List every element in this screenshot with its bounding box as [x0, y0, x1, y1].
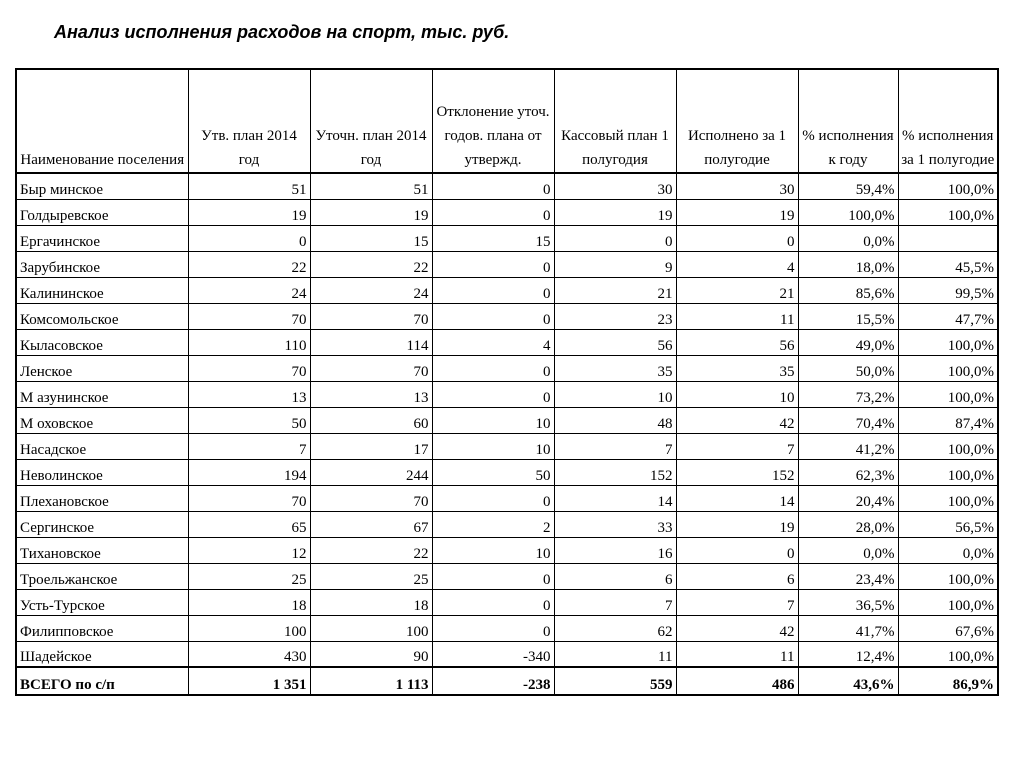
value-cell: 10: [432, 433, 554, 459]
value-cell: 22: [310, 251, 432, 277]
column-header: % исполнения за 1 полугодие: [898, 69, 998, 173]
column-header: Кассовый план 1 полугодия: [554, 69, 676, 173]
value-cell: 70: [310, 485, 432, 511]
value-cell: 0: [432, 589, 554, 615]
value-cell: 70: [188, 485, 310, 511]
settlement-name-cell: Насадское: [16, 433, 188, 459]
value-cell: 17: [310, 433, 432, 459]
value-cell: 62,3%: [798, 459, 898, 485]
value-cell: 65: [188, 511, 310, 537]
value-cell: 28,0%: [798, 511, 898, 537]
value-cell: 19: [554, 199, 676, 225]
value-cell: 100,0%: [798, 199, 898, 225]
value-cell: 559: [554, 667, 676, 695]
value-cell: 10: [676, 381, 798, 407]
value-cell: 59,4%: [798, 173, 898, 199]
value-cell: 100,0%: [898, 355, 998, 381]
table-row: [16, 641, 998, 667]
value-cell: 10: [432, 407, 554, 433]
value-cell: 20,4%: [798, 485, 898, 511]
value-cell: 7: [554, 433, 676, 459]
value-cell: 60: [310, 407, 432, 433]
value-cell: 0: [432, 563, 554, 589]
settlement-name-cell: Голдыревское: [16, 199, 188, 225]
value-cell: -340: [432, 641, 554, 667]
value-cell: 7: [676, 589, 798, 615]
value-cell: 152: [554, 459, 676, 485]
value-cell: 12: [188, 537, 310, 563]
value-cell: 1 113: [310, 667, 432, 695]
table-row: [16, 381, 998, 407]
value-cell: 22: [188, 251, 310, 277]
settlement-name-cell: Шадейское: [16, 641, 188, 667]
value-cell: 21: [554, 277, 676, 303]
value-cell: 6: [676, 563, 798, 589]
value-cell: 18,0%: [798, 251, 898, 277]
table-body: [16, 173, 998, 695]
settlement-name-cell: Кыласовское: [16, 329, 188, 355]
value-cell: 41,2%: [798, 433, 898, 459]
value-cell: 51: [310, 173, 432, 199]
value-cell: 0: [676, 225, 798, 251]
value-cell: 30: [676, 173, 798, 199]
value-cell: 25: [188, 563, 310, 589]
table-header-row: [16, 69, 998, 173]
value-cell: 100,0%: [898, 199, 998, 225]
table-row: [16, 589, 998, 615]
value-cell: 90: [310, 641, 432, 667]
value-cell: 23,4%: [798, 563, 898, 589]
settlement-name-cell: Калининское: [16, 277, 188, 303]
value-cell: 12,4%: [798, 641, 898, 667]
value-cell: 70,4%: [798, 407, 898, 433]
value-cell: 35: [676, 355, 798, 381]
value-cell: 42: [676, 407, 798, 433]
table-row: [16, 199, 998, 225]
value-cell: 19: [188, 199, 310, 225]
value-cell: 4: [676, 251, 798, 277]
value-cell: 114: [310, 329, 432, 355]
value-cell: 486: [676, 667, 798, 695]
value-cell: 62: [554, 615, 676, 641]
column-header: Исполнено за 1 полугодие: [676, 69, 798, 173]
value-cell: 51: [188, 173, 310, 199]
value-cell: 2: [432, 511, 554, 537]
value-cell: 110: [188, 329, 310, 355]
value-cell: 13: [188, 381, 310, 407]
value-cell: 0: [432, 251, 554, 277]
value-cell: 14: [676, 485, 798, 511]
value-cell: 15,5%: [798, 303, 898, 329]
value-cell: 11: [554, 641, 676, 667]
column-header: Уточн. план 2014 год: [310, 69, 432, 173]
value-cell: 100,0%: [898, 459, 998, 485]
table-row: [16, 329, 998, 355]
table-row: [16, 277, 998, 303]
value-cell: 24: [310, 277, 432, 303]
settlement-name-cell: Неволинское: [16, 459, 188, 485]
table-row: [16, 251, 998, 277]
value-cell: 73,2%: [798, 381, 898, 407]
value-cell: 100,0%: [898, 329, 998, 355]
value-cell: 194: [188, 459, 310, 485]
value-cell: 6: [554, 563, 676, 589]
value-cell: 152: [676, 459, 798, 485]
value-cell: 0: [188, 225, 310, 251]
column-header: Утв. план 2014 год: [188, 69, 310, 173]
page-title: Анализ исполнения расходов на спорт, тыс. руб.: [54, 22, 510, 42]
value-cell: 0: [554, 225, 676, 251]
settlement-name-cell: Ергачинское: [16, 225, 188, 251]
value-cell: 15: [432, 225, 554, 251]
table-row: [16, 433, 998, 459]
value-cell: 0: [432, 199, 554, 225]
settlement-name-cell: ВСЕГО по с/п: [16, 667, 188, 695]
table-row: [16, 615, 998, 641]
settlement-name-cell: Плехановское: [16, 485, 188, 511]
value-cell: 23: [554, 303, 676, 329]
table-row: [16, 355, 998, 381]
value-cell: 24: [188, 277, 310, 303]
value-cell: 0: [432, 173, 554, 199]
value-cell: 33: [554, 511, 676, 537]
value-cell: 50,0%: [798, 355, 898, 381]
expenses-table: [15, 68, 999, 696]
settlement-name-cell: Комсомольское: [16, 303, 188, 329]
value-cell: 70: [310, 303, 432, 329]
table-row: [16, 485, 998, 511]
settlement-name-cell: Усть-Турское: [16, 589, 188, 615]
value-cell: 10: [554, 381, 676, 407]
value-cell: 70: [188, 355, 310, 381]
settlement-name-cell: М оховское: [16, 407, 188, 433]
value-cell: 49,0%: [798, 329, 898, 355]
settlement-name-cell: Троельжанское: [16, 563, 188, 589]
value-cell: 0: [432, 615, 554, 641]
value-cell: 0,0%: [898, 537, 998, 563]
value-cell: 16: [554, 537, 676, 563]
settlement-name-cell: Филипповское: [16, 615, 188, 641]
value-cell: 430: [188, 641, 310, 667]
value-cell: -238: [432, 667, 554, 695]
value-cell: 22: [310, 537, 432, 563]
value-cell: 9: [554, 251, 676, 277]
table-row: [16, 173, 998, 199]
value-cell: 21: [676, 277, 798, 303]
value-cell: 56,5%: [898, 511, 998, 537]
value-cell: 0: [432, 277, 554, 303]
value-cell: 0: [432, 381, 554, 407]
total-row: [16, 667, 998, 695]
value-cell: 100,0%: [898, 173, 998, 199]
value-cell: 7: [554, 589, 676, 615]
table-row: [16, 563, 998, 589]
value-cell: 85,6%: [798, 277, 898, 303]
settlement-name-cell: Сергинское: [16, 511, 188, 537]
value-cell: 100,0%: [898, 589, 998, 615]
column-header: Наименование поселения: [16, 69, 188, 173]
value-cell: 43,6%: [798, 667, 898, 695]
value-cell: 100,0%: [898, 563, 998, 589]
value-cell: 19: [310, 199, 432, 225]
table-row: [16, 537, 998, 563]
value-cell: 99,5%: [898, 277, 998, 303]
value-cell: 18: [310, 589, 432, 615]
settlement-name-cell: М азунинское: [16, 381, 188, 407]
value-cell: 47,7%: [898, 303, 998, 329]
value-cell: 100,0%: [898, 485, 998, 511]
table-row: [16, 511, 998, 537]
value-cell: 86,9%: [898, 667, 998, 695]
value-cell: 56: [676, 329, 798, 355]
value-cell: 25: [310, 563, 432, 589]
value-cell: 41,7%: [798, 615, 898, 641]
value-cell: 70: [188, 303, 310, 329]
value-cell: 100,0%: [898, 433, 998, 459]
value-cell: 0,0%: [798, 225, 898, 251]
value-cell: 67,6%: [898, 615, 998, 641]
table-row: [16, 459, 998, 485]
value-cell: 14: [554, 485, 676, 511]
value-cell: 0,0%: [798, 537, 898, 563]
value-cell: 100,0%: [898, 641, 998, 667]
value-cell: 67: [310, 511, 432, 537]
settlement-name-cell: Зарубинское: [16, 251, 188, 277]
value-cell: 50: [432, 459, 554, 485]
column-header: % исполнения к году: [798, 69, 898, 173]
value-cell: 13: [310, 381, 432, 407]
value-cell: 48: [554, 407, 676, 433]
value-cell: 30: [554, 173, 676, 199]
table-row: [16, 407, 998, 433]
value-cell: 18: [188, 589, 310, 615]
value-cell: 35: [554, 355, 676, 381]
column-header: Отклонение уточ. годов. плана от утвержд.: [432, 69, 554, 173]
value-cell: 100,0%: [898, 381, 998, 407]
value-cell: 19: [676, 511, 798, 537]
settlement-name-cell: Ленское: [16, 355, 188, 381]
value-cell: 56: [554, 329, 676, 355]
value-cell: 70: [310, 355, 432, 381]
value-cell: 42: [676, 615, 798, 641]
value-cell: 15: [310, 225, 432, 251]
value-cell: 45,5%: [898, 251, 998, 277]
value-cell: 1 351: [188, 667, 310, 695]
value-cell: 7: [188, 433, 310, 459]
value-cell: 4: [432, 329, 554, 355]
value-cell: 50: [188, 407, 310, 433]
value-cell: 11: [676, 303, 798, 329]
value-cell: 10: [432, 537, 554, 563]
value-cell: 0: [432, 485, 554, 511]
value-cell: 11: [676, 641, 798, 667]
value-cell: 36,5%: [798, 589, 898, 615]
value-cell: [898, 225, 998, 251]
value-cell: 0: [432, 303, 554, 329]
value-cell: 244: [310, 459, 432, 485]
value-cell: 100: [188, 615, 310, 641]
value-cell: 100: [310, 615, 432, 641]
value-cell: 87,4%: [898, 407, 998, 433]
value-cell: 19: [676, 199, 798, 225]
table-row: [16, 225, 998, 251]
settlement-name-cell: Тихановское: [16, 537, 188, 563]
settlement-name-cell: Быр минское: [16, 173, 188, 199]
table-row: [16, 303, 998, 329]
value-cell: 7: [676, 433, 798, 459]
value-cell: 0: [676, 537, 798, 563]
value-cell: 0: [432, 355, 554, 381]
